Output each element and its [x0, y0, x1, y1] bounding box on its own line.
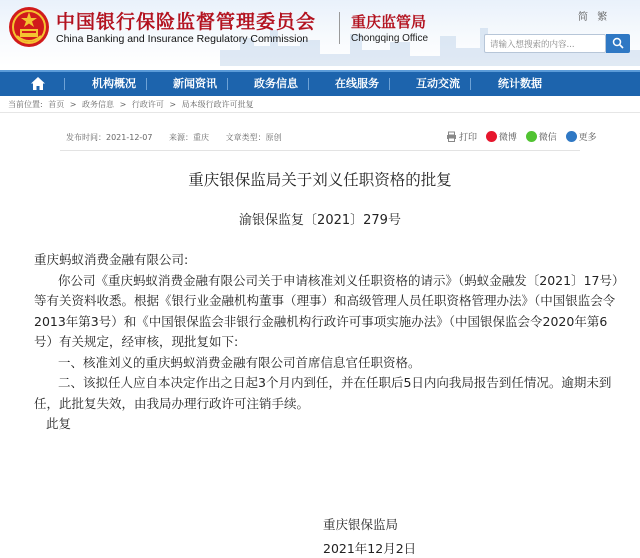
article-body	[34, 250, 638, 435]
article-meta	[66, 132, 296, 143]
body-line: 任，此批复失效，由我局办理行政许可注销手续。	[34, 395, 310, 411]
body-line: 等有关资料收悉。根据《银行业金融机构董事（理事）和高级管理人员任职资格管理办法》（中国银监会令	[34, 293, 616, 308]
nav-separator	[146, 78, 147, 90]
lang-traditional-link[interactable]: 繁	[597, 12, 608, 23]
breadcrumb	[8, 99, 257, 110]
meta-divider	[60, 150, 580, 151]
print-icon	[446, 131, 457, 142]
signature-date: 2021年12月2日	[323, 541, 417, 556]
body-line: 一、核准刘义的重庆蚂蚁消费金融有限公司首席信息官任职资格。	[58, 354, 421, 370]
body-line: 2013年第3号）和《中国银保监会非银行金融机构行政许可事项实施办法》（中国银保监会令2020年第6	[34, 313, 608, 329]
national-emblem-icon	[8, 6, 50, 48]
print-button[interactable]	[446, 130, 477, 143]
breadcrumb-divider	[0, 112, 640, 113]
addressee: 重庆蚂蚁消费金融有限公司:	[34, 252, 189, 267]
nav-separator	[470, 78, 471, 90]
site-title-cn[interactable]: 中国银行保险监督管理委员会	[56, 11, 317, 33]
body-line: 你公司《重庆蚂蚁消费金融有限公司关于申请核准刘义任职资格的请示》（蚂蚁金融发〔2021〕17号）	[58, 272, 625, 288]
weibo-share-button[interactable]	[486, 130, 517, 143]
search-icon	[612, 37, 624, 49]
weibo-icon	[486, 131, 497, 142]
nav-item-news[interactable]: 新闻资讯	[173, 77, 217, 90]
body-line: 号）有关规定，经审核，现批复如下:	[34, 334, 239, 349]
article-source: 来源：重庆	[169, 133, 210, 142]
nav-separator	[308, 78, 309, 90]
breadcrumb-separator: >	[69, 100, 77, 109]
print-label: 打印	[459, 133, 478, 143]
publish-time: 发布时间：2021-12-07	[66, 133, 153, 142]
branch-title-cn[interactable]: 重庆监管局	[351, 13, 427, 31]
wechat-icon	[526, 131, 537, 142]
nav-item-interaction[interactable]: 互动交流	[416, 77, 460, 90]
home-icon[interactable]	[30, 76, 46, 91]
nav-item-about[interactable]: 机构概况	[92, 77, 136, 90]
weibo-label: 微博	[498, 133, 517, 143]
lang-simplified-link[interactable]: 简	[578, 12, 588, 23]
nav-separator	[389, 78, 390, 90]
nav-item-online-service[interactable]: 在线服务	[335, 77, 379, 90]
nav-separator	[64, 78, 65, 90]
breadcrumb-item-gov-info[interactable]: 政务信息	[82, 100, 115, 109]
site-header	[0, 0, 640, 66]
breadcrumb-separator: >	[119, 100, 127, 109]
signature: 重庆银保监局	[323, 517, 399, 532]
main-nav	[0, 70, 640, 96]
breadcrumb-separator: >	[169, 100, 177, 109]
document-number: 渝银保监复〔2021〕279号	[239, 213, 401, 228]
branch-title-en: Chongqing Office	[351, 33, 429, 44]
more-share-button[interactable]	[566, 130, 597, 143]
site-title-en: China Banking and Insurance Regulatory Commission	[56, 33, 309, 45]
more-label: 更多	[578, 133, 597, 143]
breadcrumb-item-home[interactable]: 首页	[48, 100, 65, 109]
search-button[interactable]	[606, 34, 630, 53]
wechat-share-button[interactable]	[526, 130, 557, 143]
nav-item-statistics[interactable]: 统计数据	[498, 77, 542, 90]
more-icon	[566, 131, 577, 142]
language-links	[578, 8, 613, 23]
closing-line: 此复	[46, 416, 72, 431]
search-input[interactable]: 请输入想搜索的内容...	[484, 34, 606, 53]
share-toolbar	[446, 130, 603, 143]
header-divider	[339, 12, 340, 44]
breadcrumb-item-replies[interactable]: 局本级行政许可批复	[181, 100, 254, 109]
nav-item-gov-info[interactable]: 政务信息	[254, 77, 298, 90]
breadcrumb-item-license[interactable]: 行政许可	[131, 100, 164, 109]
body-line: 二、该拟任人应自本决定作出之日起3个月内到任，并在任职后5日内向我局报告到任情况。逾期未到	[58, 375, 612, 390]
nav-separator	[227, 78, 228, 90]
article-type: 文章类型：原创	[225, 133, 282, 142]
breadcrumb-label: 当前位置:	[8, 100, 43, 109]
article-title: 重庆银保监局关于刘义任职资格的批复	[188, 171, 452, 189]
wechat-label: 微信	[538, 133, 557, 143]
